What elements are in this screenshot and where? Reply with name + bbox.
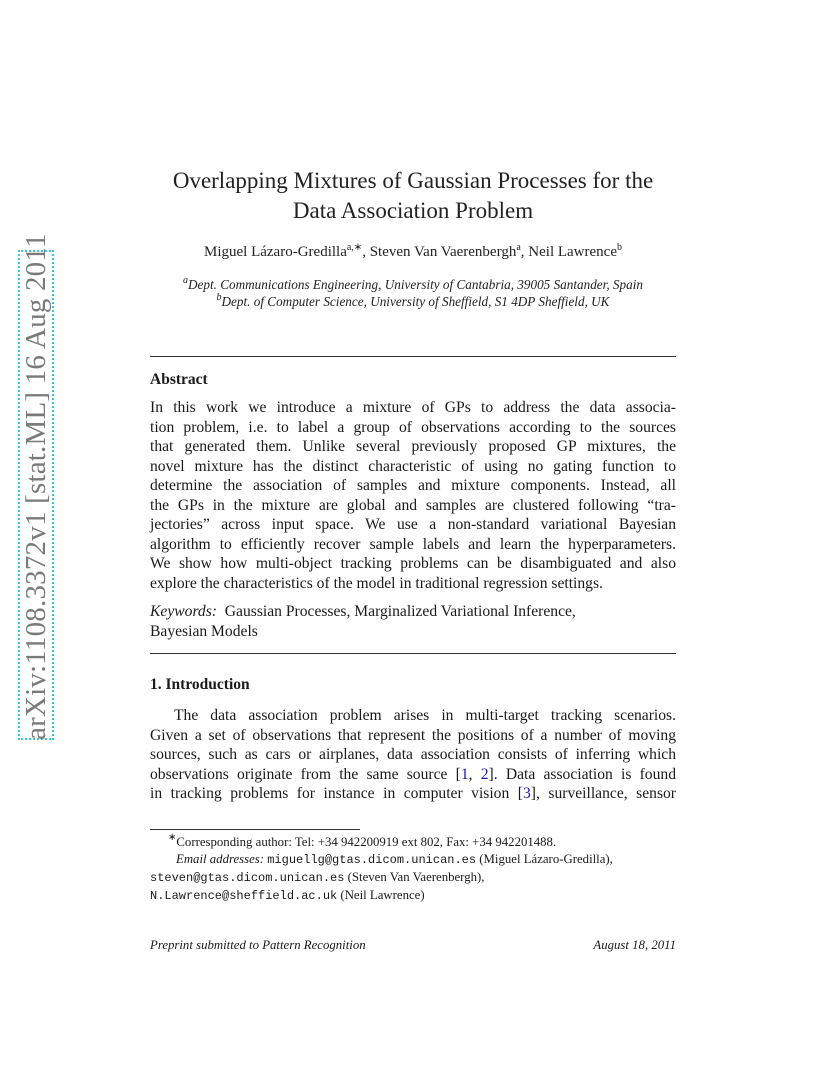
affiliation-b bbox=[150, 294, 676, 310]
paper-title bbox=[150, 166, 676, 226]
footnote bbox=[150, 834, 676, 905]
abstract-line: In this work we introduce a mixture of GPs to address the data associa- bbox=[150, 399, 676, 416]
affiliation-a bbox=[150, 277, 676, 293]
author-name: Miguel Lázaro-Gredilla bbox=[204, 244, 347, 260]
email-owner: (Miguel Lázaro-Gredilla), bbox=[476, 852, 613, 866]
email-link[interactable]: steven@gtas.dicom.unican.es bbox=[150, 871, 345, 885]
author-separator: , bbox=[520, 244, 529, 260]
abstract-heading: Abstract bbox=[150, 371, 208, 388]
footer-preprint: Preprint submitted to Pattern Recognition bbox=[150, 938, 366, 952]
introduction-body bbox=[150, 706, 676, 804]
intro-line bbox=[150, 765, 676, 785]
intro-text: observations originate from the same source [ bbox=[150, 765, 461, 783]
abstract-top-rule bbox=[150, 356, 676, 357]
abstract-bottom-rule bbox=[150, 653, 676, 654]
keywords-line-1 bbox=[150, 602, 676, 622]
abstract-line: that generated them. Unlike several previously proposed GP mixtures, the bbox=[150, 438, 676, 455]
intro-line bbox=[150, 784, 676, 804]
abstract-line: tion problem, i.e. to label a group of observations according to the sources bbox=[150, 418, 676, 436]
intro-text: ]. Data association is found bbox=[488, 765, 676, 783]
keywords-text: Gaussian Processes, Marginalized Variational Inference, bbox=[224, 603, 576, 620]
abstract-line: jectories” across input space. We use a non-standard variational Bayesian bbox=[150, 516, 676, 533]
email-link[interactable]: miguellg@gtas.dicom.unican.es bbox=[267, 853, 477, 867]
title-line-1: Overlapping Mixtures of Gaussian Processes for the bbox=[172, 168, 654, 193]
abstract-body bbox=[150, 398, 676, 593]
email-label: Email addresses: bbox=[176, 852, 265, 866]
abstract-line: novel mixture has the distinct characteristic of using no gating function to bbox=[150, 457, 676, 475]
footnote-email-line bbox=[150, 869, 676, 887]
footnote-corresponding bbox=[150, 834, 676, 851]
footnote-text: Corresponding author: Tel: +34 942200919 ext 802, Fax: +34 942201488. bbox=[176, 835, 557, 849]
arxiv-stamp: arXiv:1108.3372v1 [stat.ML] 16 Aug 2011 bbox=[20, 233, 52, 740]
affiliation-mark: a bbox=[183, 275, 189, 286]
affiliation-text: Dept. Communications Engineering, University of Cantabria, 39005 Santander, Spain bbox=[188, 277, 643, 292]
footnote-rule bbox=[150, 829, 360, 830]
author-separator: , bbox=[362, 244, 370, 260]
page-footer bbox=[150, 938, 676, 953]
abstract-line: determine the association of samples and mixture components. Instead, all bbox=[150, 477, 676, 494]
abstract-line: We show how multi-object tracking problems can be disambiguated and also bbox=[150, 555, 676, 572]
footer-date: August 18, 2011 bbox=[593, 938, 676, 952]
author-name: Neil Lawrence bbox=[528, 244, 617, 260]
intro-line: The data association problem arises in multi-target tracking scenarios. bbox=[174, 707, 676, 724]
author-affiliation-mark: b bbox=[616, 242, 622, 253]
abstract-line: the GPs in the mixture are global and samples are clustered following “tra- bbox=[150, 496, 676, 514]
email-owner: (Neil Lawrence) bbox=[337, 888, 425, 902]
intro-text: ], surveillance, sensor bbox=[530, 785, 676, 802]
footnote-mark: ∗ bbox=[168, 832, 177, 843]
intro-text: , bbox=[468, 765, 481, 783]
section-heading-introduction: 1. Introduction bbox=[150, 676, 250, 693]
footnote-email-line bbox=[150, 887, 676, 905]
abstract-line: explore the characteristics of the model in traditional regression settings. bbox=[150, 574, 603, 592]
keywords-label: Keywords: bbox=[150, 603, 217, 620]
email-link[interactable]: N.Lawrence@sheffield.ac.uk bbox=[150, 889, 338, 903]
citation-link[interactable]: 3 bbox=[523, 785, 531, 802]
author-name: Steven Van Vaerenbergh bbox=[369, 244, 517, 260]
keywords-line-2: Bayesian Models bbox=[150, 622, 258, 640]
author-list bbox=[150, 244, 676, 261]
email-owner: (Steven Van Vaerenbergh), bbox=[344, 870, 485, 884]
footnote-email-line bbox=[150, 851, 676, 869]
intro-line: sources, such as cars or airplanes, data association consists of inferring which bbox=[150, 746, 676, 763]
affiliation-mark: b bbox=[216, 292, 222, 303]
author-affiliation-mark: a bbox=[516, 242, 521, 253]
citation-link[interactable]: 1 bbox=[460, 765, 469, 783]
intro-line: Given a set of observations that represent the positions of a number of moving bbox=[150, 726, 676, 744]
title-line-2: Data Association Problem bbox=[292, 198, 534, 223]
affiliation-text: Dept. of Computer Science, University of Sheffield, S1 4DP Sheffield, UK bbox=[221, 294, 610, 309]
abstract-line: algorithm to efficiently recover sample labels and learn the hyperparameters. bbox=[150, 535, 676, 553]
citation-link[interactable]: 2 bbox=[480, 765, 489, 783]
author-affiliation-mark: a,∗ bbox=[346, 242, 363, 253]
keywords bbox=[150, 602, 676, 641]
intro-text: in tracking problems for instance in computer vision [ bbox=[150, 785, 523, 802]
